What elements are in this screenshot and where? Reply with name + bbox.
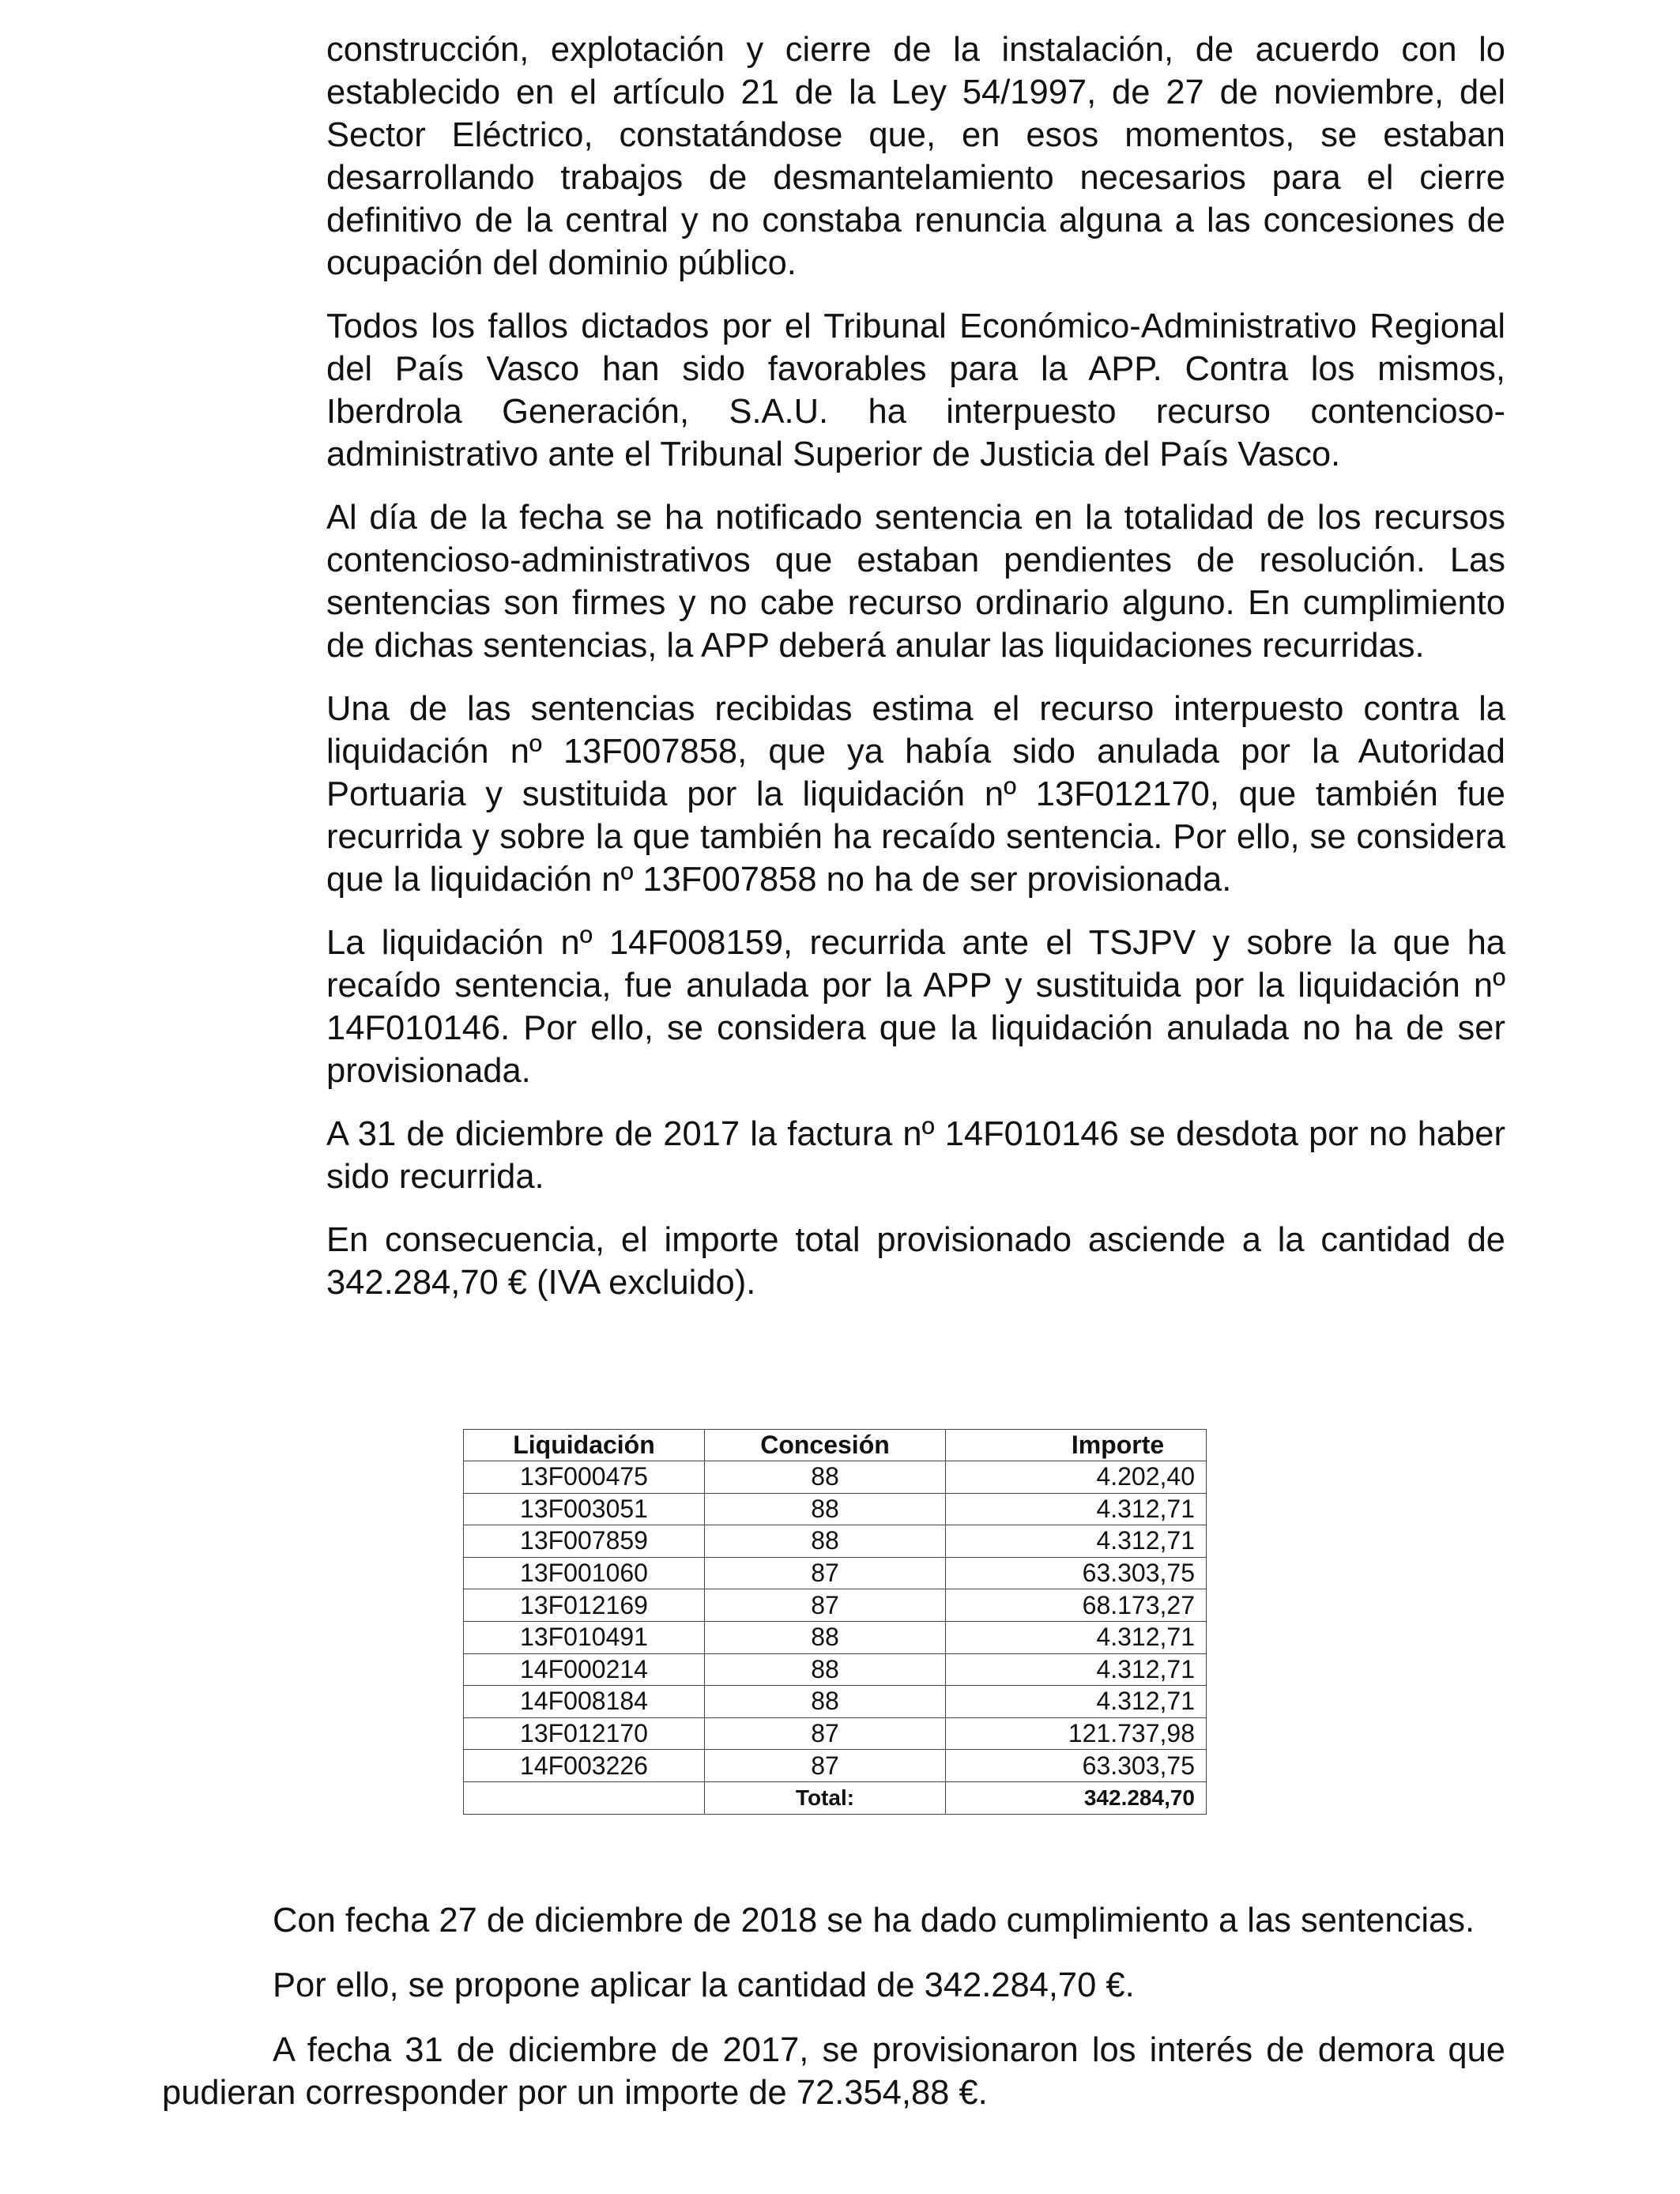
total-value: 342.284,70 bbox=[946, 1781, 1207, 1814]
table-row bbox=[464, 1493, 1207, 1525]
cell-liquidacion: 13F000475 bbox=[464, 1461, 705, 1494]
cell-liquidacion: 14F000214 bbox=[464, 1653, 705, 1686]
cell-concesion: 88 bbox=[705, 1653, 946, 1686]
cell-importe: 63.303,75 bbox=[946, 1557, 1207, 1589]
cell-concesion: 87 bbox=[705, 1750, 946, 1782]
table-row bbox=[464, 1653, 1207, 1686]
paragraph-intereses-demora: A fecha 31 de diciembre de 2017, se provisionaron los interés de demora que pudieran corresponder por un importe de 72.354,88 €. bbox=[162, 2031, 1505, 2112]
cell-liquidacion: 14F003226 bbox=[464, 1750, 705, 1782]
paragraph-construccion: construcción, explotación y cierre de la instalación, de acuerdo con lo establecido en el artículo 21 de la Ley 54/1997, de 27 de noviembre, del Sector Eléctrico, constatándose que, en esos momentos, se estaban desarrollando trabajos de desmantelamiento necesarios para el cierre definitivo de la central y no constaba renuncia alguna a las concesiones de ocupación del dominio público. bbox=[326, 31, 1505, 282]
liquidaciones-table bbox=[463, 1429, 1207, 1815]
liquidaciones-table-wrapper bbox=[463, 1429, 1207, 1815]
body-text-bottom bbox=[162, 1899, 1505, 2136]
cell-empty bbox=[464, 1781, 705, 1814]
table-row bbox=[464, 1557, 1207, 1589]
cell-liquidacion: 13F010491 bbox=[464, 1621, 705, 1653]
paragraph-fallos-tribunal: Todos los fallos dictados por el Tribunal Económico-Administrativo Regional del País Vasco han sido favorables para la APP. Contra los mismos, Iberdrola Generación, S.A.U. ha interpuesto recurso contencioso-administrativo ante el Tribunal Superior de Justicia del País Vasco. bbox=[326, 307, 1505, 473]
header-importe: Importe bbox=[946, 1430, 1207, 1461]
cell-importe: 68.173,27 bbox=[946, 1589, 1207, 1622]
cell-importe: 4.312,71 bbox=[946, 1653, 1207, 1686]
table-row bbox=[464, 1461, 1207, 1494]
cell-importe: 4.312,71 bbox=[946, 1525, 1207, 1558]
cell-liquidacion: 13F012169 bbox=[464, 1589, 705, 1622]
table-row bbox=[464, 1717, 1207, 1750]
cell-importe: 63.303,75 bbox=[946, 1750, 1207, 1782]
table-row bbox=[464, 1750, 1207, 1782]
paragraph-liquidacion-14F008159: La liquidación nº 14F008159, recurrida ante el TSJPV y sobre la que ha recaído sentencia, fue anulada por la APP y sustituida por la liquidación nº 14F010146. Por ello, se considera que la liquidación anulada no ha de ser provisionada. bbox=[326, 924, 1505, 1090]
header-concesion: Concesión bbox=[705, 1430, 946, 1461]
paragraph-liquidacion-13F007858: Una de las sentencias recibidas estima el recurso interpuesto contra la liquidación nº 13F007858, que ya había sido anulada por la Autoridad Portuaria y sustituida por la liquidación nº 13F012170, que también fue recurrida y sobre la que también ha recaído sentencia. Por ello, se considera que la liquidación nº 13F007858 no ha de ser provisionada. bbox=[326, 690, 1505, 899]
table-row bbox=[464, 1686, 1207, 1718]
cell-liquidacion: 13F012170 bbox=[464, 1717, 705, 1750]
paragraph-importe-total: En consecuencia, el importe total provisionado asciende a la cantidad de 342.284,70 € (IVA excluido). bbox=[326, 1221, 1505, 1302]
header-liquidacion: Liquidación bbox=[464, 1430, 705, 1461]
body-text-top bbox=[326, 28, 1505, 1325]
table-total-row bbox=[464, 1781, 1207, 1814]
cell-importe: 4.312,71 bbox=[946, 1493, 1207, 1525]
cell-importe: 4.312,71 bbox=[946, 1621, 1207, 1653]
cell-concesion: 88 bbox=[705, 1525, 946, 1558]
cell-importe: 4.202,40 bbox=[946, 1461, 1207, 1494]
cell-liquidacion: 13F003051 bbox=[464, 1493, 705, 1525]
total-label: Total: bbox=[705, 1781, 946, 1814]
cell-liquidacion: 14F008184 bbox=[464, 1686, 705, 1718]
cell-importe: 121.737,98 bbox=[946, 1717, 1207, 1750]
cell-liquidacion: 13F001060 bbox=[464, 1557, 705, 1589]
cell-concesion: 87 bbox=[705, 1557, 946, 1589]
cell-concesion: 87 bbox=[705, 1717, 946, 1750]
paragraph-factura-desdota: A 31 de diciembre de 2017 la factura nº 14F010146 se desdota por no haber sido recurrida. bbox=[326, 1115, 1505, 1196]
cell-importe: 4.312,71 bbox=[946, 1686, 1207, 1718]
cell-concesion: 87 bbox=[705, 1589, 946, 1622]
paragraph-sentencia-notificada: Al día de la fecha se ha notificado sentencia en la totalidad de los recursos contencioso-administrativos que estaban pendientes de resolución. Las sentencias son firmes y no cabe recurso ordinario alguno. En cumplimiento de dichas sentencias, la APP deberá anular las liquidaciones recurridas. bbox=[326, 499, 1505, 665]
cell-concesion: 88 bbox=[705, 1461, 946, 1494]
table-row bbox=[464, 1621, 1207, 1653]
paragraph-propuesta: Por ello, se propone aplicar la cantidad de 342.284,70 €. bbox=[273, 1966, 1135, 2004]
cell-liquidacion: 13F007859 bbox=[464, 1525, 705, 1558]
table-header-row bbox=[464, 1430, 1207, 1461]
table-row bbox=[464, 1589, 1207, 1622]
cell-concesion: 88 bbox=[705, 1686, 946, 1718]
table-row bbox=[464, 1525, 1207, 1558]
cell-concesion: 88 bbox=[705, 1621, 946, 1653]
paragraph-cumplimiento: Con fecha 27 de diciembre de 2018 se ha dado cumplimiento a las sentencias. bbox=[273, 1902, 1475, 1940]
cell-concesion: 88 bbox=[705, 1493, 946, 1525]
